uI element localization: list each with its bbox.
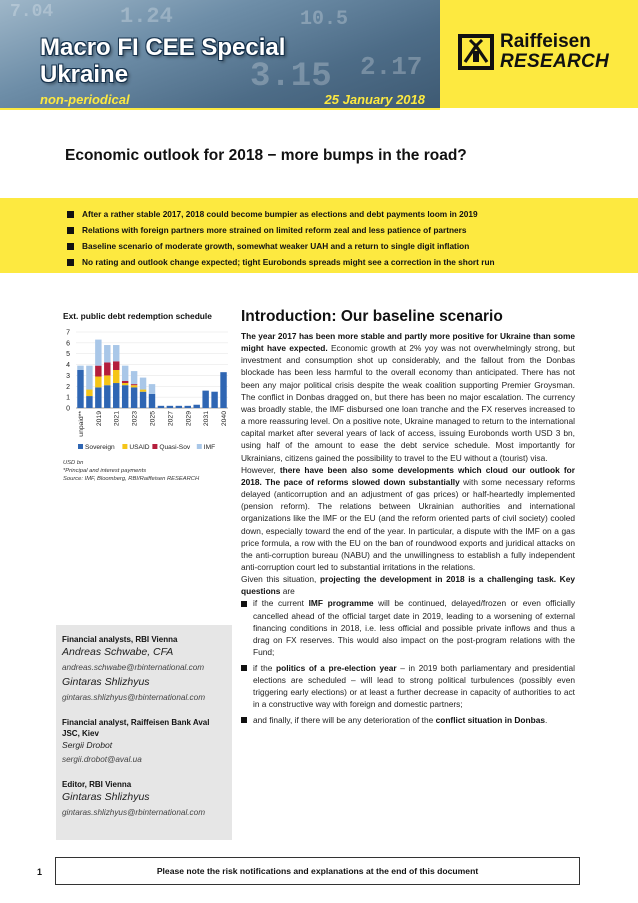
bar-segment-imf [86,366,92,390]
bar-segment-sovereign [131,387,137,408]
body-text [241,330,575,730]
disclaimer-box [55,857,580,885]
legend-label: Quasi-Sov [159,444,191,451]
bar-segment-usaid [86,390,92,397]
bar-segment-usaid [140,390,146,392]
x-tick-label: 2027 [167,411,175,427]
bar-segment-sovereign [220,372,226,408]
y-tick-label: 4 [66,362,70,370]
bar-segment-usaid [95,377,101,388]
bar-segment-sovereign [158,406,164,408]
bar-segment-sovereign [193,405,199,408]
y-tick-label: 1 [66,394,70,402]
key-points-band [0,198,638,273]
key-questions-list [241,597,575,726]
y-tick-label: 5 [66,351,70,359]
key-point: After a rather stable 2017, 2018 could become bumpier as elections and debt payments loom in 2019 [67,206,638,222]
chart-source: Source: IMF, Bloomberg, RBI/Raiffeisen RESEARCH [63,476,200,482]
report-date: 25 January 2018 [324,92,425,107]
debt-redemption-chart [56,322,232,460]
header-divider [0,108,440,110]
bar-segment-usaid [131,385,137,387]
analyst-email-link[interactable]: gintaras.shlizhyus@rbinternational.com [62,693,206,702]
list-item: and finally, if there will be any deterioration of the conflict situation in Donbas. [241,714,575,726]
bar-segment-quasi-sov [122,381,128,383]
bar-segment-sovereign [113,383,119,408]
y-tick-label: 7 [66,329,70,337]
analyst-email-link[interactable]: andreas.schwabe@rbinternational.com [62,663,205,672]
chart-footnote: *Principal and interest payments [63,468,147,474]
disclaimer-text: Please note the risk notifications and explanations at the end of this document [156,866,479,876]
x-tick-label: 2025 [149,411,157,427]
legend-swatch [152,444,157,449]
bar-segment-imf [122,366,128,381]
bar-segment-imf [77,366,83,370]
bar-segment-usaid [104,375,110,385]
key-point: No rating and outlook change expected; tight Eurobonds spreads might see a correction in the short run [67,254,638,270]
analyst-group [62,634,226,705]
paragraph: However, there have been also some developments which cloud our outlook for 2018. The pace of reforms slowed down substantially with some necessary reforms delayed (anticorruption and an adjustment of gas prices) or half-heartedly implemented (pension reform). The relations between Ukrainian authorities and international organizations like the IMF or the EU (and the reform oriented parts of civil society) cooled down, especially toward the end of the year. In particular, a dispute with the IMF on a gas price formula, a row with the EU on the ban of roundwood exports and juridical attacks on the anti-corruption bureau (NABU) and the unwillingness to establish a fully independent anti-corruption court led to substantial irritations in the relations. [241,464,575,572]
bar-segment-usaid [122,383,128,385]
banner-ticker: 3.15 [250,58,332,96]
paragraph: Given this situation, projecting the development in 2018 is a challenging task. Key questions are [241,574,575,597]
report-title-line1: Macro FI CEE Special [40,34,286,61]
report-title [40,34,285,88]
section-heading: Introduction: Our baseline scenario [241,308,503,325]
bar-segment-sovereign [122,385,128,408]
bar-segment-imf [113,345,119,361]
bar-segment-quasi-sov [104,362,110,375]
bar-segment-sovereign [104,385,110,408]
x-tick-label: 2029 [185,411,193,427]
legend-label: Sovereign [85,444,115,451]
analyst-contacts-box [56,625,232,840]
x-tick-label: unpaid** [77,411,85,437]
bar-segment-sovereign [211,392,217,408]
bullet-square-icon [67,227,74,234]
list-item: if the current IMF programme will be continued, delayed/frozen or even officially cancelled ahead of the official target date in 2019, leading to a worsening of external financing conditions in 2018, i.e. less official and possible private inflows and thus a drag on FX reserves. This would also impact on the post-program relations with the Fund; [241,597,575,658]
report-meta [40,92,425,107]
bar-segment-imf [95,340,101,366]
bullet-square-icon [241,717,247,723]
bullet-square-icon [67,243,74,250]
legend-label: IMF [203,444,216,451]
legend-swatch [78,444,83,449]
x-tick-label: 2019 [95,411,103,427]
legend-label: USAID [129,444,150,451]
x-tick-label: 2031 [203,411,211,427]
report-periodicity: non-periodical [40,92,130,107]
bar-segment-imf [104,345,110,362]
analyst-name: Sergii Drobot [62,740,113,750]
bar-segment-sovereign [176,406,182,408]
analyst-group [62,779,226,820]
list-item: if the politics of a pre-election year – in 2019 both parliamentary and presidential elections are scheduled – will lead to strong political turbulences (possibly even triggering early elections) or at least a further decrease in capacity of authorities to act in a constructive way with foreign and domestic partners; [241,662,575,711]
bar-segment-imf [131,371,137,384]
bullet-square-icon [67,211,74,218]
page-number: 1 [37,867,43,877]
y-tick-label: 6 [66,340,70,348]
raiffeisen-logo [458,32,609,72]
analyst-name: Gintaras Shlizhyus [62,676,150,688]
banner-ticker: 2.17 [360,52,423,82]
bar-segment-usaid [113,370,119,383]
bar-segment-imf [149,384,155,394]
bullet-square-icon [67,259,74,266]
raiffeisen-gable-icon [458,34,494,70]
analyst-name: Andreas Schwabe, CFA [62,646,174,658]
analyst-email-link[interactable]: gintaras.shlizhyus@rbinternational.com [62,808,206,817]
banner-ticker: 7.04 [10,2,54,22]
page-title: Economic outlook for 2018 − more bumps in the road? [65,147,467,164]
analyst-role: Financial analysts, RBI Vienna [62,635,178,644]
bar-segment-sovereign [202,391,208,408]
x-tick-label: 2040 [221,411,229,427]
bar-segment-quasi-sov [95,366,101,377]
y-tick-label: 3 [66,372,70,380]
bullet-square-icon [241,665,247,671]
legend-swatch [122,444,127,449]
bar-segment-quasi-sov [113,361,119,370]
bar-segment-sovereign [167,406,173,408]
chart-notes [63,459,199,483]
analyst-name: Gintaras Shlizhyus [62,791,150,803]
bar-segment-sovereign [149,394,155,408]
analyst-group [62,717,226,767]
chart-unit-note: USD bn [63,460,84,466]
logo-wordmark: Raiffeisen [500,31,591,52]
bar-segment-imf [140,378,146,390]
x-tick-label: 2021 [113,411,121,427]
key-point: Relations with foreign partners more strained on limited reform zeal and less patience of partners [67,222,638,238]
analyst-email-link[interactable]: sergii.drobot@aval.ua [62,755,142,764]
logo-subline: RESEARCH [500,51,610,72]
bullet-square-icon [241,601,247,607]
bar-segment-sovereign [95,387,101,408]
banner-ticker: 1.24 [120,4,173,29]
chart-title: Ext. public debt redemption schedule [63,311,212,321]
x-tick-label: 2023 [131,411,139,427]
bar-segment-sovereign [185,406,191,408]
analyst-role: Editor, RBI Vienna [62,780,132,789]
bar-segment-quasi-sov [131,384,137,385]
analyst-role: Financial analyst, Raiffeisen Bank Aval JSC, Kiev [62,718,210,738]
paragraph: The year 2017 has been more stable and partly more positive for Ukraine than some might have expected. Economic growth at 2% yoy was not overwhelmingly strong, but investment and consumption shot up considerably, and the fallout from the Donbas blockade has been less harmful to the overall economy than anticipated. There has not been any major political crisis despite the weak coalition supporting Premier Groysman. The conflict in Donbas dragged on, but there has been no major escalation. The currency was broadly stable, the IMF disbursed one loan tranche and the FX reserves increased to a more reassuring level. On a positive note, Ukraine managed to return to the international capital market after several years of lack of access, issuing Eurobonds worth USD 3 bn, using half of the amount to ease the debt service schedule. Most importantly for Ukrainians, citizens gained the possibility to travel to the EU without a (tourist) visa. [241,331,575,463]
bar-segment-sovereign [77,370,83,408]
banner-ticker: 10.5 [300,8,349,31]
bar-segment-sovereign [140,392,146,408]
y-tick-label: 2 [66,383,70,391]
report-title-line2: Ukraine [40,61,129,88]
legend-swatch [197,444,202,449]
y-tick-label: 0 [66,405,70,413]
bar-segment-sovereign [86,396,92,408]
key-point: Baseline scenario of moderate growth, somewhat weaker UAH and a return to single digit inflation [67,238,638,254]
